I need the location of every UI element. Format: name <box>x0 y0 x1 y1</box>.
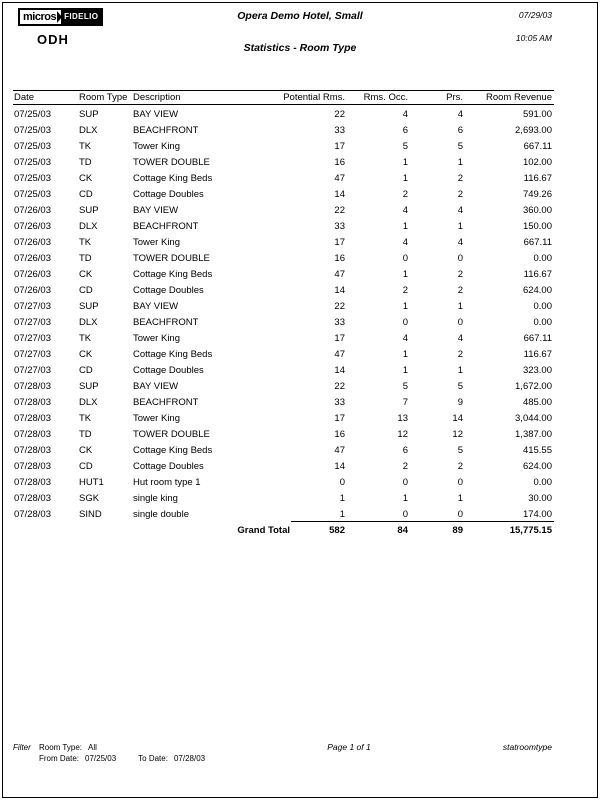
cell-prs: 2 <box>457 189 463 200</box>
column-header-room-revenue: Room Revenue <box>485 92 552 103</box>
cell-prs: 5 <box>457 381 463 392</box>
cell-potential-rms: 47 <box>334 269 345 280</box>
cell-potential-rms: 14 <box>334 285 345 296</box>
cell-prs: 0 <box>457 509 463 520</box>
cell-rms-occ: 0 <box>402 477 408 488</box>
cell-room-type: SUP <box>79 381 99 392</box>
footer-room-type-filter <box>39 742 97 753</box>
cell-date: 07/27/03 <box>14 365 51 376</box>
cell-room-type: CD <box>79 365 93 376</box>
cell-prs: 0 <box>457 477 463 488</box>
cell-description: BAY VIEW <box>133 381 179 392</box>
table-row <box>3 267 597 283</box>
cell-date: 07/28/03 <box>14 509 51 520</box>
cell-room-type: DLX <box>79 317 98 328</box>
cell-description: Tower King <box>133 237 180 248</box>
cell-room-revenue: 323.00 <box>522 365 552 376</box>
cell-room-revenue: 667.11 <box>523 237 552 248</box>
cell-rms-occ: 1 <box>402 173 408 184</box>
column-header-potential-rms: Potential Rms. <box>283 92 345 103</box>
cell-room-type: TK <box>79 237 92 248</box>
cell-description: BEACHFRONT <box>133 221 199 232</box>
cell-potential-rms: 17 <box>334 237 345 248</box>
table-row <box>3 283 597 299</box>
cell-date: 07/25/03 <box>14 141 51 152</box>
cell-date: 07/25/03 <box>14 157 51 168</box>
cell-description: Tower King <box>133 333 180 344</box>
table-row <box>3 491 597 507</box>
cell-room-type: CD <box>79 285 93 296</box>
table-row <box>3 139 597 155</box>
cell-prs: 4 <box>457 333 463 344</box>
cell-description: Cottage Doubles <box>133 285 204 296</box>
cell-potential-rms: 22 <box>334 301 345 312</box>
footer-room-type-value: All <box>87 743 97 752</box>
cell-room-type: CK <box>79 349 93 360</box>
grand-total-rule <box>291 521 554 522</box>
cell-date: 07/27/03 <box>14 349 51 360</box>
table-row <box>3 475 597 491</box>
cell-date: 07/28/03 <box>14 397 51 408</box>
report-code: statroomtype <box>502 742 552 752</box>
cell-rms-occ: 12 <box>397 429 408 440</box>
cell-rms-occ: 7 <box>402 397 408 408</box>
cell-room-type: SIND <box>79 509 102 520</box>
footer-to-date-label: To Date: <box>138 754 168 763</box>
column-header-date: Date <box>14 92 35 103</box>
cell-date: 07/25/03 <box>14 189 51 200</box>
cell-room-revenue: 0.00 <box>533 253 552 264</box>
cell-room-revenue: 2,693.00 <box>515 125 552 136</box>
cell-room-revenue: 30.00 <box>528 493 552 504</box>
cell-prs: 0 <box>457 317 463 328</box>
cell-date: 07/27/03 <box>14 301 51 312</box>
page-number: Page 1 of 1 <box>327 742 371 752</box>
cell-room-revenue: 116.67 <box>523 269 552 280</box>
cell-description: TOWER DOUBLE <box>133 157 210 168</box>
footer-to-date-value: 07/28/03 <box>173 754 206 763</box>
cell-room-revenue: 0.00 <box>533 477 552 488</box>
cell-description: Cottage King Beds <box>133 445 213 456</box>
cell-room-revenue: 360.00 <box>522 205 552 216</box>
cell-room-revenue: 415.55 <box>522 445 552 456</box>
cell-room-revenue: 1,387.00 <box>515 429 552 440</box>
logo-micros-text: micros <box>23 11 57 23</box>
cell-room-type: SGK <box>79 493 100 504</box>
cell-room-revenue: 1,672.00 <box>515 381 552 392</box>
table-row <box>3 171 597 187</box>
hotel-name: Opera Demo Hotel, Small <box>237 10 363 22</box>
cell-date: 07/26/03 <box>14 221 51 232</box>
cell-rms-occ: 0 <box>402 253 408 264</box>
table-row <box>3 347 597 363</box>
column-header-prs: Prs. <box>446 92 463 103</box>
cell-room-revenue: 3,044.00 <box>515 413 552 424</box>
table-row <box>3 459 597 475</box>
cell-prs: 2 <box>457 173 463 184</box>
table-row <box>3 203 597 219</box>
cell-room-revenue: 667.11 <box>523 141 552 152</box>
cell-rms-occ: 0 <box>402 509 408 520</box>
cell-potential-rms: 16 <box>334 429 345 440</box>
column-header-room-type: Room Type <box>79 92 128 103</box>
cell-room-revenue: 116.67 <box>523 349 552 360</box>
cell-date: 07/28/03 <box>14 477 51 488</box>
cell-description: BAY VIEW <box>133 109 179 120</box>
cell-rms-occ: 1 <box>402 349 408 360</box>
cell-prs: 1 <box>457 301 463 312</box>
table-row <box>3 187 597 203</box>
cell-room-type: TD <box>79 429 92 440</box>
cell-prs: 1 <box>457 365 463 376</box>
cell-rms-occ: 1 <box>402 221 408 232</box>
cell-room-revenue: 624.00 <box>522 461 552 472</box>
table-row <box>3 411 597 427</box>
cell-room-revenue: 749.26 <box>522 189 552 200</box>
cell-prs: 2 <box>457 349 463 360</box>
footer-from-date-label: From Date: <box>39 754 80 763</box>
grand-total-label: Grand Total <box>237 525 290 536</box>
cell-description: BAY VIEW <box>133 205 179 216</box>
grand-total-prs: 89 <box>452 525 463 536</box>
cell-rms-occ: 4 <box>402 109 408 120</box>
table-row <box>3 219 597 235</box>
cell-potential-rms: 33 <box>334 125 345 136</box>
cell-prs: 6 <box>457 125 463 136</box>
table-row <box>3 331 597 347</box>
cell-prs: 12 <box>452 429 463 440</box>
cell-description: single king <box>133 493 178 504</box>
cell-date: 07/25/03 <box>14 173 51 184</box>
cell-potential-rms: 47 <box>334 349 345 360</box>
table-row <box>3 395 597 411</box>
cell-date: 07/28/03 <box>14 381 51 392</box>
cell-potential-rms: 33 <box>334 317 345 328</box>
cell-rms-occ: 1 <box>402 365 408 376</box>
table-row <box>3 315 597 331</box>
cell-rms-occ: 5 <box>402 141 408 152</box>
logo-fidelio-text: FIDELIO <box>61 10 101 24</box>
cell-description: Hut room type 1 <box>133 477 201 488</box>
cell-prs: 5 <box>457 445 463 456</box>
cell-room-type: CD <box>79 461 93 472</box>
table-row <box>3 235 597 251</box>
table-row <box>3 107 597 123</box>
cell-room-revenue: 485.00 <box>522 397 552 408</box>
cell-rms-occ: 1 <box>402 301 408 312</box>
cell-rms-occ: 6 <box>402 125 408 136</box>
cell-date: 07/28/03 <box>14 429 51 440</box>
cell-potential-rms: 47 <box>334 445 345 456</box>
cell-date: 07/28/03 <box>14 413 51 424</box>
cell-date: 07/26/03 <box>14 237 51 248</box>
cell-room-type: SUP <box>79 301 99 312</box>
cell-potential-rms: 33 <box>334 397 345 408</box>
cell-room-type: DLX <box>79 221 98 232</box>
cell-potential-rms: 22 <box>334 381 345 392</box>
cell-prs: 0 <box>457 253 463 264</box>
cell-prs: 2 <box>457 285 463 296</box>
grand-total-rms-occ: 84 <box>397 525 408 536</box>
cell-potential-rms: 0 <box>339 477 345 488</box>
report-title: Statistics - Room Type <box>243 42 357 54</box>
table-row <box>3 427 597 443</box>
cell-prs: 4 <box>457 237 463 248</box>
column-header-description: Description <box>133 92 181 103</box>
table-row <box>3 443 597 459</box>
cell-description: single double <box>133 509 189 520</box>
cell-room-type: CD <box>79 189 93 200</box>
cell-prs: 9 <box>457 397 463 408</box>
cell-rms-occ: 6 <box>402 445 408 456</box>
footer-filter-label: Filter <box>13 743 31 752</box>
cell-prs: 1 <box>457 221 463 232</box>
cell-potential-rms: 47 <box>334 173 345 184</box>
cell-room-type: SUP <box>79 205 99 216</box>
logo-arrow-icon <box>57 11 62 23</box>
cell-prs: 4 <box>457 109 463 120</box>
cell-description: Cottage Doubles <box>133 189 204 200</box>
cell-room-revenue: 0.00 <box>533 301 552 312</box>
cell-room-type: CK <box>79 173 93 184</box>
print-time: 10:05 AM <box>515 33 552 43</box>
cell-potential-rms: 16 <box>334 157 345 168</box>
table-body <box>3 107 597 523</box>
table-header-row <box>3 91 597 104</box>
cell-date: 07/26/03 <box>14 205 51 216</box>
cell-prs: 1 <box>457 157 463 168</box>
grand-total-room-revenue: 15,775.15 <box>509 525 552 536</box>
cell-date: 07/25/03 <box>14 125 51 136</box>
cell-rms-occ: 13 <box>397 413 408 424</box>
cell-rms-occ: 1 <box>402 157 408 168</box>
cell-room-revenue: 174.00 <box>522 509 552 520</box>
cell-rms-occ: 2 <box>402 189 408 200</box>
footer-date-filter <box>39 753 205 764</box>
cell-room-type: HUT1 <box>79 477 104 488</box>
cell-date: 07/28/03 <box>14 493 51 504</box>
cell-description: TOWER DOUBLE <box>133 429 210 440</box>
cell-description: BEACHFRONT <box>133 125 199 136</box>
cell-room-type: TD <box>79 157 92 168</box>
cell-room-type: SUP <box>79 109 99 120</box>
cell-room-type: DLX <box>79 125 98 136</box>
cell-room-revenue: 667.11 <box>523 333 552 344</box>
cell-date: 07/25/03 <box>14 109 51 120</box>
footer-from-date-value: 07/25/03 <box>85 754 117 763</box>
cell-room-revenue: 116.67 <box>523 173 552 184</box>
cell-potential-rms: 22 <box>334 205 345 216</box>
cell-room-revenue: 150.00 <box>522 221 552 232</box>
cell-prs: 14 <box>452 413 463 424</box>
cell-description: BEACHFRONT <box>133 317 199 328</box>
cell-potential-rms: 1 <box>339 509 345 520</box>
table-row <box>3 251 597 267</box>
cell-rms-occ: 4 <box>402 333 408 344</box>
cell-potential-rms: 17 <box>334 333 345 344</box>
cell-description: Cottage Doubles <box>133 461 204 472</box>
cell-rms-occ: 4 <box>402 205 408 216</box>
cell-description: TOWER DOUBLE <box>133 253 210 264</box>
cell-potential-rms: 17 <box>334 141 345 152</box>
column-header-rms-occ: Rms. Occ. <box>363 92 408 103</box>
print-date: 07/29/03 <box>518 10 552 20</box>
cell-room-type: TK <box>79 333 92 344</box>
cell-prs: 1 <box>457 493 463 504</box>
cell-potential-rms: 17 <box>334 413 345 424</box>
cell-potential-rms: 33 <box>334 221 345 232</box>
cell-prs: 2 <box>457 461 463 472</box>
cell-potential-rms: 14 <box>334 189 345 200</box>
cell-room-revenue: 624.00 <box>522 285 552 296</box>
cell-description: Cottage King Beds <box>133 269 213 280</box>
cell-potential-rms: 16 <box>334 253 345 264</box>
cell-room-revenue: 102.00 <box>522 157 552 168</box>
cell-description: Tower King <box>133 413 180 424</box>
cell-room-type: CK <box>79 445 93 456</box>
cell-rms-occ: 2 <box>402 461 408 472</box>
cell-prs: 5 <box>457 141 463 152</box>
cell-potential-rms: 14 <box>334 365 345 376</box>
cell-rms-occ: 5 <box>402 381 408 392</box>
cell-description: BEACHFRONT <box>133 397 199 408</box>
cell-room-revenue: 0.00 <box>533 317 552 328</box>
cell-rms-occ: 2 <box>402 285 408 296</box>
cell-rms-occ: 4 <box>402 237 408 248</box>
cell-date: 07/28/03 <box>14 445 51 456</box>
cell-room-type: TD <box>79 253 92 264</box>
report-page <box>2 2 598 798</box>
cell-description: Cottage Doubles <box>133 365 204 376</box>
cell-description: BAY VIEW <box>133 301 179 312</box>
cell-rms-occ: 1 <box>402 269 408 280</box>
footer-room-type-label: Room Type: <box>39 743 82 752</box>
cell-room-type: CK <box>79 269 93 280</box>
cell-rms-occ: 0 <box>402 317 408 328</box>
grand-total-row <box>3 523 597 539</box>
table-row <box>3 363 597 379</box>
cell-potential-rms: 22 <box>334 109 345 120</box>
cell-description: Cottage King Beds <box>133 173 213 184</box>
cell-date: 07/28/03 <box>14 461 51 472</box>
cell-prs: 4 <box>457 205 463 216</box>
cell-description: Tower King <box>133 141 180 152</box>
table-header-rule <box>13 104 554 105</box>
cell-potential-rms: 1 <box>339 493 345 504</box>
cell-date: 07/26/03 <box>14 285 51 296</box>
table-row <box>3 299 597 315</box>
cell-rms-occ: 1 <box>402 493 408 504</box>
cell-room-revenue: 591.00 <box>522 109 552 120</box>
cell-date: 07/26/03 <box>14 253 51 264</box>
cell-potential-rms: 14 <box>334 461 345 472</box>
cell-date: 07/27/03 <box>14 317 51 328</box>
cell-prs: 2 <box>457 269 463 280</box>
cell-description: Cottage King Beds <box>133 349 213 360</box>
cell-room-type: DLX <box>79 397 98 408</box>
cell-date: 07/26/03 <box>14 269 51 280</box>
grand-total-potential-rms: 582 <box>329 525 345 536</box>
property-code: ODH <box>37 32 69 47</box>
cell-room-type: TK <box>79 141 92 152</box>
cell-date: 07/27/03 <box>14 333 51 344</box>
table-row <box>3 379 597 395</box>
cell-room-type: TK <box>79 413 92 424</box>
table-row <box>3 155 597 171</box>
table-row <box>3 123 597 139</box>
